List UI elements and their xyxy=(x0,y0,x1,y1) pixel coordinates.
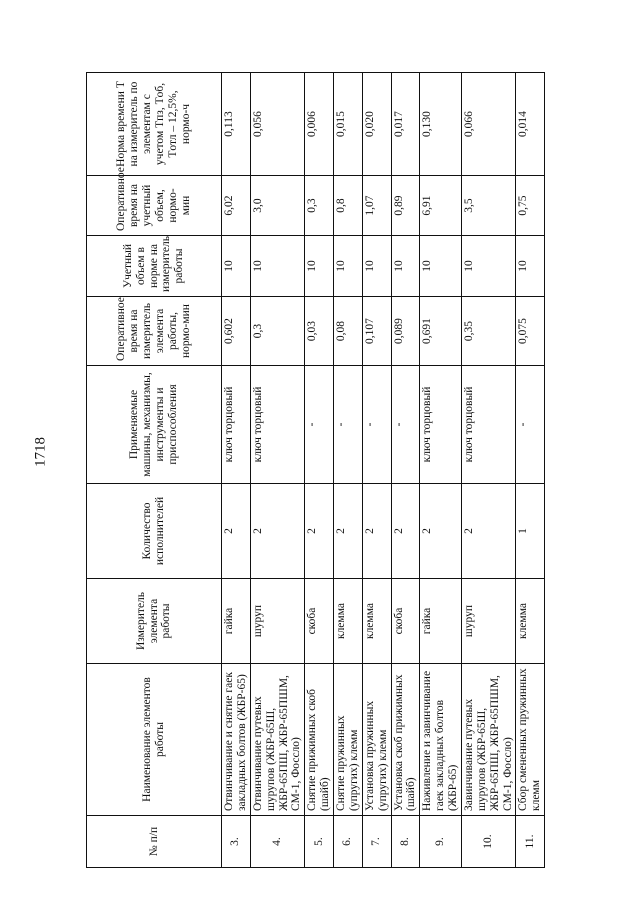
cell-num: 3. xyxy=(222,816,251,868)
cell-norm: 0,017 xyxy=(391,73,420,176)
cell-name: Снятие прижимных скоб (шайб) xyxy=(305,664,334,816)
table-row xyxy=(334,73,363,868)
cell-op-volume: 1,07 xyxy=(362,176,391,236)
cell-norm: 0,113 xyxy=(222,73,251,176)
cell-workers: 2 xyxy=(222,484,251,579)
header-num: № п/п xyxy=(87,816,222,868)
cell-op-time: 0,089 xyxy=(391,297,420,366)
cell-tools: - xyxy=(391,366,420,484)
cell-workers: 1 xyxy=(516,484,545,579)
cell-num: 9. xyxy=(420,816,462,868)
cell-op-time: 0,35 xyxy=(461,297,516,366)
cell-meter: клемма xyxy=(362,579,391,664)
cell-meter: гайка xyxy=(420,579,462,664)
cell-op-time: 0,03 xyxy=(305,297,334,366)
cell-meter: клемма xyxy=(334,579,363,664)
cell-tools: ключ торцовый xyxy=(250,366,305,484)
cell-op-volume: 0,89 xyxy=(391,176,420,236)
table-row xyxy=(222,73,251,868)
cell-num: 10. xyxy=(461,816,516,868)
cell-norm: 0,014 xyxy=(516,73,545,176)
cell-meter: скоба xyxy=(391,579,420,664)
cell-workers: 2 xyxy=(461,484,516,579)
table-header-row xyxy=(87,73,222,868)
cell-name: Установка скоб прижимных (шайб) xyxy=(391,664,420,816)
cell-op-volume: 6,02 xyxy=(222,176,251,236)
cell-tools: ключ торцовый xyxy=(222,366,251,484)
cell-op-volume: 3,5 xyxy=(461,176,516,236)
cell-num: 4. xyxy=(250,816,305,868)
cell-name: Завинчивание путевых шурупов (ЖБР-65Ш, ЖБР-65ПШ, ЖБР-65ПШМ, СМ-1, Фоссло) xyxy=(461,664,516,816)
cell-tools: - xyxy=(305,366,334,484)
header-op-volume: Оперативное время на учетный объем, нормо-мин xyxy=(87,176,222,236)
cell-name: Наживление и завинчивание гаек закладных болтов (ЖБР-65) xyxy=(420,664,462,816)
cell-volume: 10 xyxy=(516,236,545,297)
cell-volume: 10 xyxy=(250,236,305,297)
cell-norm: 0,130 xyxy=(420,73,462,176)
cell-workers: 2 xyxy=(250,484,305,579)
cell-norm: 0,015 xyxy=(334,73,363,176)
cell-num: 5. xyxy=(305,816,334,868)
cell-num: 7. xyxy=(362,816,391,868)
cell-tools: ключ торцовый xyxy=(420,366,462,484)
header-tools: Применяемые машины, механизмы, инструменты и приспособления xyxy=(87,366,222,484)
cell-op-time: 0,107 xyxy=(362,297,391,366)
table-row xyxy=(305,73,334,868)
header-norm: Норма времени Т на измеритель по элементам с учетом Tпз, Tоб, Tотл – 12,5%, нормо-ч xyxy=(87,73,222,176)
header-name: Наименование элементов работы xyxy=(87,664,222,816)
cell-num: 6. xyxy=(334,816,363,868)
norms-table xyxy=(86,72,545,868)
cell-tools: - xyxy=(362,366,391,484)
cell-tools: - xyxy=(334,366,363,484)
cell-op-time: 0,3 xyxy=(250,297,305,366)
cell-op-time: 0,075 xyxy=(516,297,545,366)
cell-tools: - xyxy=(516,366,545,484)
cell-volume: 10 xyxy=(420,236,462,297)
cell-norm: 0,020 xyxy=(362,73,391,176)
table-row xyxy=(516,73,545,868)
cell-op-volume: 0,3 xyxy=(305,176,334,236)
table-row xyxy=(420,73,462,868)
cell-tools: ключ торцовый xyxy=(461,366,516,484)
cell-op-time: 0,602 xyxy=(222,297,251,366)
cell-op-volume: 3,0 xyxy=(250,176,305,236)
cell-volume: 10 xyxy=(305,236,334,297)
cell-workers: 2 xyxy=(334,484,363,579)
cell-op-volume: 0,75 xyxy=(516,176,545,236)
cell-volume: 10 xyxy=(222,236,251,297)
rotated-page xyxy=(86,73,544,868)
cell-meter: шуруп xyxy=(250,579,305,664)
cell-norm: 0,006 xyxy=(305,73,334,176)
cell-workers: 2 xyxy=(420,484,462,579)
cell-volume: 10 xyxy=(391,236,420,297)
table-row xyxy=(362,73,391,868)
cell-workers: 2 xyxy=(362,484,391,579)
header-volume: Учетный объем в норме на измеритель работы xyxy=(87,236,222,297)
cell-name: Установка пружинных (упругих) клемм xyxy=(362,664,391,816)
header-workers: Количество исполнителей xyxy=(87,484,222,579)
cell-meter: шуруп xyxy=(461,579,516,664)
cell-name: Сбор смененных пружинных клемм xyxy=(516,664,545,816)
cell-meter: гайка xyxy=(222,579,251,664)
table-row xyxy=(461,73,516,868)
cell-workers: 2 xyxy=(391,484,420,579)
cell-num: 8. xyxy=(391,816,420,868)
cell-op-volume: 0,8 xyxy=(334,176,363,236)
cell-meter: клемма xyxy=(516,579,545,664)
cell-name: Отвинчивание и снятие гаек закладных болтов (ЖБР-65) xyxy=(222,664,251,816)
cell-meter: скоба xyxy=(305,579,334,664)
cell-norm: 0,066 xyxy=(461,73,516,176)
table-row xyxy=(391,73,420,868)
table-row xyxy=(250,73,305,868)
header-op-time: Оперативное время на измеритель элемента работы, нормо-мин xyxy=(87,297,222,366)
cell-volume: 10 xyxy=(461,236,516,297)
cell-name: Снятие пружинных (упругих) клемм xyxy=(334,664,363,816)
cell-op-time: 0,691 xyxy=(420,297,462,366)
cell-op-time: 0,08 xyxy=(334,297,363,366)
cell-op-volume: 6,91 xyxy=(420,176,462,236)
cell-num: 11. xyxy=(516,816,545,868)
cell-volume: 10 xyxy=(362,236,391,297)
cell-workers: 2 xyxy=(305,484,334,579)
page-number: 1718 xyxy=(32,437,49,467)
cell-norm: 0,056 xyxy=(250,73,305,176)
cell-name: Отвинчивание путевых шурупов (ЖБР-65Ш, ЖБР-65ПШ, ЖБР-65ПШМ, СМ-1, Фоссло) xyxy=(250,664,305,816)
header-meter: Измеритель элемента работы xyxy=(87,579,222,664)
cell-volume: 10 xyxy=(334,236,363,297)
